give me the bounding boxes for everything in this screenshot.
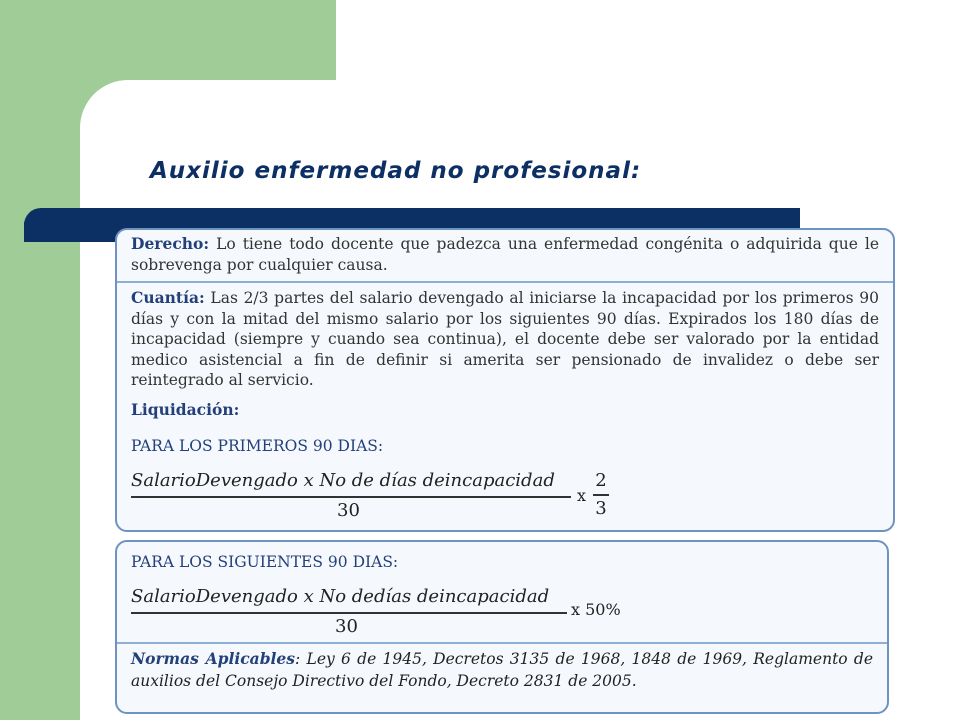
benefit-details-box [115, 228, 895, 532]
section-divider [117, 281, 893, 283]
second-period-box [115, 540, 889, 714]
formula-denominator: 30 [337, 500, 360, 521]
fraction-line [131, 496, 571, 498]
next-90-days-heading: PARA LOS SIGUIENTES 90 DIAS: [131, 553, 399, 571]
multiply-sign: x [577, 486, 587, 505]
cuantia-label: Cuantía: [131, 288, 205, 307]
second-period-formula [131, 586, 651, 638]
percent-multiplier: x 50% [571, 600, 621, 619]
slide-title: Auxilio enfermedad no profesional: [150, 158, 642, 184]
formula-denominator: 30 [335, 616, 358, 637]
cuantia-section [117, 288, 893, 391]
factor-fraction-line [593, 494, 609, 496]
title-underline-bar-stub [24, 222, 96, 242]
derecho-label: Derecho: [131, 234, 210, 253]
section-divider [117, 642, 887, 644]
factor-denominator: 3 [595, 498, 607, 519]
normas-label: Normas Aplicables [131, 649, 296, 668]
cuantia-text: Las 2/3 partes del salario devengado al iniciarse la incapacidad por los primeros 90 días y con la mitad del mismo salario por los siguientes 90 días. Expirados los 180 días de incapacidad (siempre y cuando sea continua), el docente debe ser valorado por la entidad medico asistencial a fin de definir si amerita ser pensionado de invalidez o debe ser reintegrado al servicio. [131, 289, 879, 389]
formula-numerator: SalarioDevengado x No de días deincapacidad [131, 470, 555, 491]
normas-section [117, 648, 887, 692]
first-period-formula [131, 470, 631, 525]
formula-numerator: SalarioDevengado x No dedías deincapacidad [131, 586, 550, 607]
liquidacion-label: Liquidación: [131, 400, 240, 419]
normas-text: : Ley 6 de 1945, Decretos 3135 de 1968, 1848 de 1969, Reglamento de auxilios del Consejo Directivo del Fondo, Decreto 2831 de 2005. [131, 650, 873, 690]
first-90-days-heading: PARA LOS PRIMEROS 90 DIAS: [131, 437, 384, 455]
derecho-text: Lo tiene todo docente que padezca una enfermedad congénita o adquirida que le sobrevenga por cualquier causa. [131, 235, 879, 274]
fraction-line [131, 612, 567, 614]
derecho-section [117, 234, 893, 275]
factor-numerator: 2 [595, 470, 607, 491]
